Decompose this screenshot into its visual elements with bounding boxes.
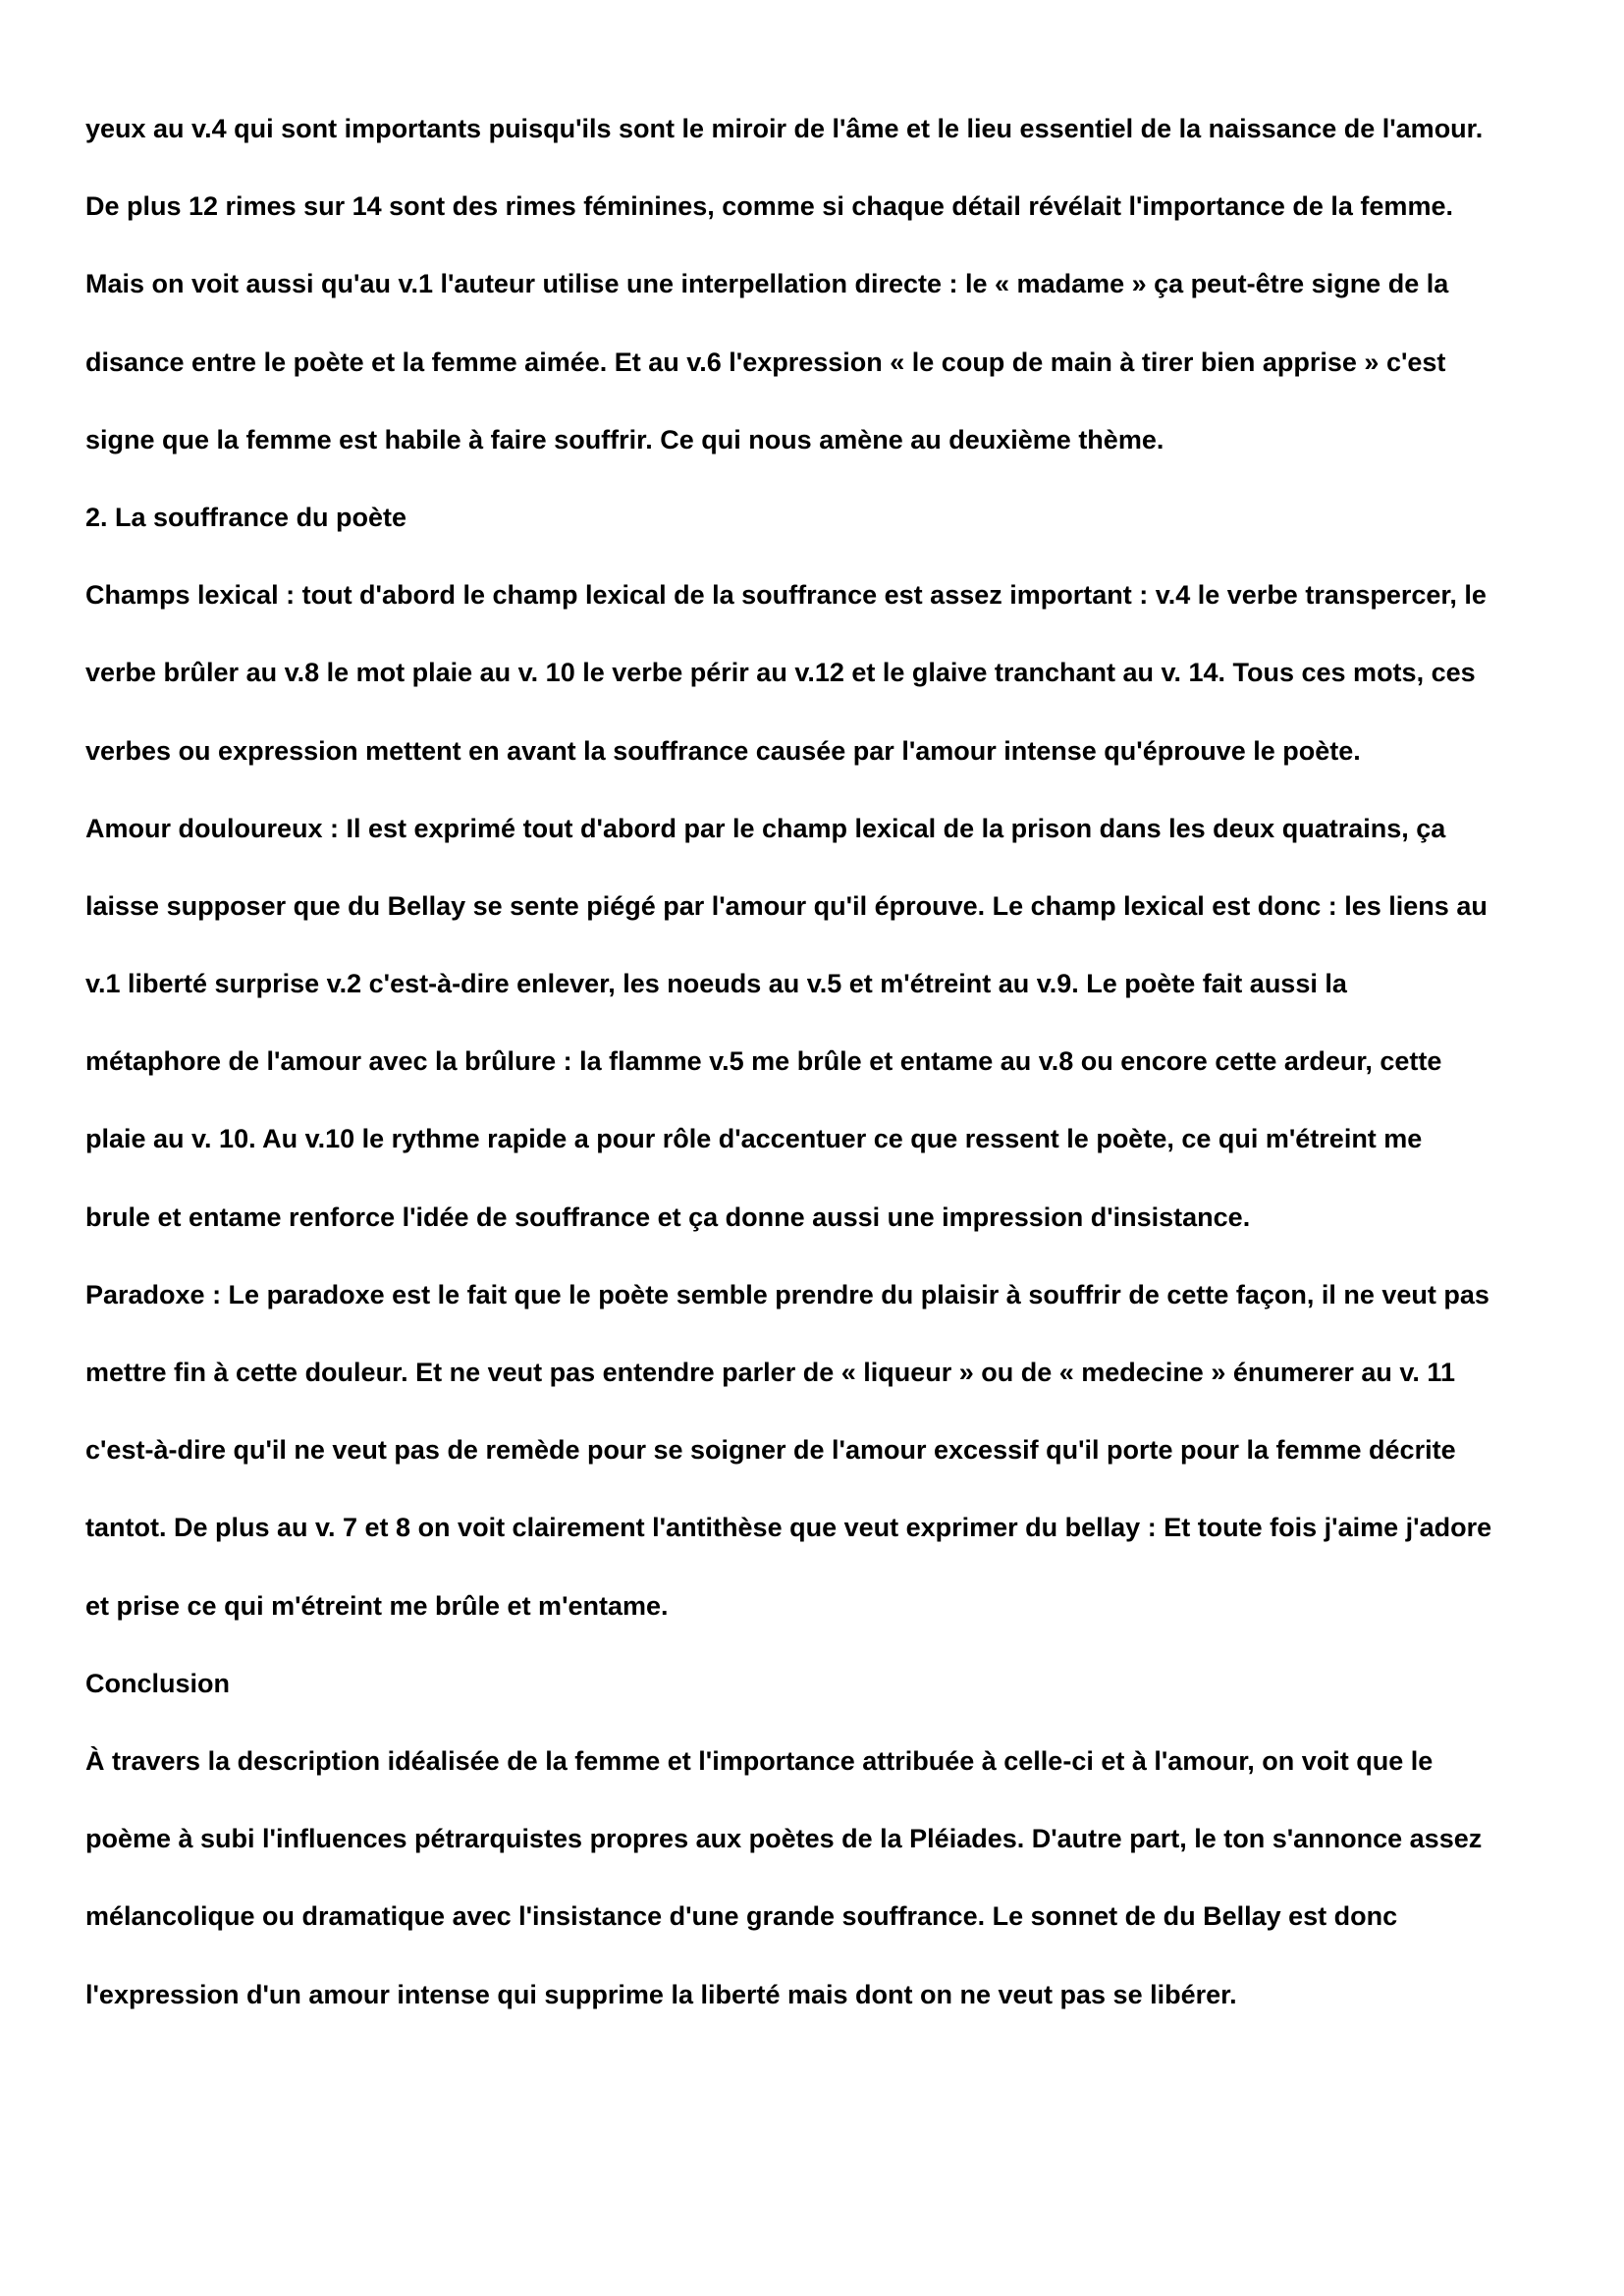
text-line: et prise ce qui m'étreint me brûle et m'entame. [85, 1590, 669, 1621]
text-line: signe que la femme est habile à faire souffrir. Ce qui nous amène au deuxième thème. [85, 424, 1164, 454]
document-body [85, 90, 1558, 2034]
text-line: disance entre le poète et la femme aimée. Et au v.6 l'expression « le coup de main à tirer bien apprise » c'est [85, 347, 1446, 377]
text-line: métaphore de l'amour avec la brûlure : la flamme v.5 me brûle et entame au v.8 ou encore cette ardeur, cette [85, 1046, 1442, 1077]
text-line: brule et entame renforce l'idée de souffrance et ça donne aussi une impression d'insistance. [85, 1201, 1251, 1232]
text-line: À travers la description idéalisée de la femme et l'importance attribuée à celle-ci et à l'amour, on voit que le [85, 1745, 1434, 1776]
text-line: tantot. De plus au v. 7 et 8 on voit clairement l'antithèse que veut exprimer du bellay : Et toute fois j'aime j'adore [85, 1513, 1492, 1543]
text-line: verbe brûler au v.8 le mot plaie au v. 10 le verbe périr au v.12 et le glaive tranchant au v. 14. Tous ces mots, ces [85, 658, 1476, 688]
text-line: mettre fin à cette douleur. Et ne veut pas entendre parler de « liqueur » ou de « medecine » énumerer au v. 11 [85, 1358, 1455, 1387]
text-line: Mais on voit aussi qu'au v.1 l'auteur utilise une interpellation directe : le « madame » ça peut-être signe de la [85, 269, 1449, 299]
text-line: De plus 12 rimes sur 14 sont des rimes féminines, comme si chaque détail révélait l'importance de la femme. [85, 191, 1453, 222]
text-line: Amour douloureux : Il est exprimé tout d'abord par le champ lexical de la prison dans les deux quatrains, ça [85, 813, 1446, 843]
section-heading-souffrance: 2. La souffrance du poète [85, 502, 407, 532]
text-line: Champs lexical : tout d'abord le champ lexical de la souffrance est assez important : v.4 le verbe transpercer, le [85, 580, 1487, 611]
text-line: poème à subi l'influences pétrarquistes propres aux poètes de la Pléiades. D'autre part, le ton s'annonce assez [85, 1824, 1483, 1854]
text-line: c'est-à-dire qu'il ne veut pas de remède pour se soigner de l'amour excessif qu'il porte pour la femme décrite [85, 1435, 1456, 1466]
text-line: verbes ou expression mettent en avant la souffrance causée par l'amour intense qu'éprouve le poète. [85, 735, 1361, 766]
text-line: mélancolique ou dramatique avec l'insistance d'une grande souffrance. Le sonnet de du Bellay est donc [85, 1901, 1398, 1932]
section-heading-conclusion: Conclusion [85, 1668, 230, 1698]
text-line: laisse supposer que du Bellay se sente piégé par l'amour qu'il éprouve. Le champ lexical est donc : les liens au [85, 890, 1488, 921]
text-line: yeux au v.4 qui sont importants puisqu'ils sont le miroir de l'âme et le lieu essentiel de la naissance de l'amour. [85, 114, 1484, 143]
text-line: v.1 liberté surprise v.2 c'est-à-dire enlever, les noeuds au v.5 et m'étreint au v.9. Le poète fait aussi la [85, 969, 1347, 999]
text-line: l'expression d'un amour intense qui supprime la liberté mais dont on ne veut pas se libérer. [85, 1979, 1237, 2009]
text-line: Paradoxe : Le paradoxe est le fait que le poète semble prendre du plaisir à souffrir de cette façon, il ne veut pas [85, 1279, 1489, 1309]
text-line: plaie au v. 10. Au v.10 le rythme rapide a pour rôle d'accentuer ce que ressent le poète, ce qui m'étreint me [85, 1124, 1423, 1154]
